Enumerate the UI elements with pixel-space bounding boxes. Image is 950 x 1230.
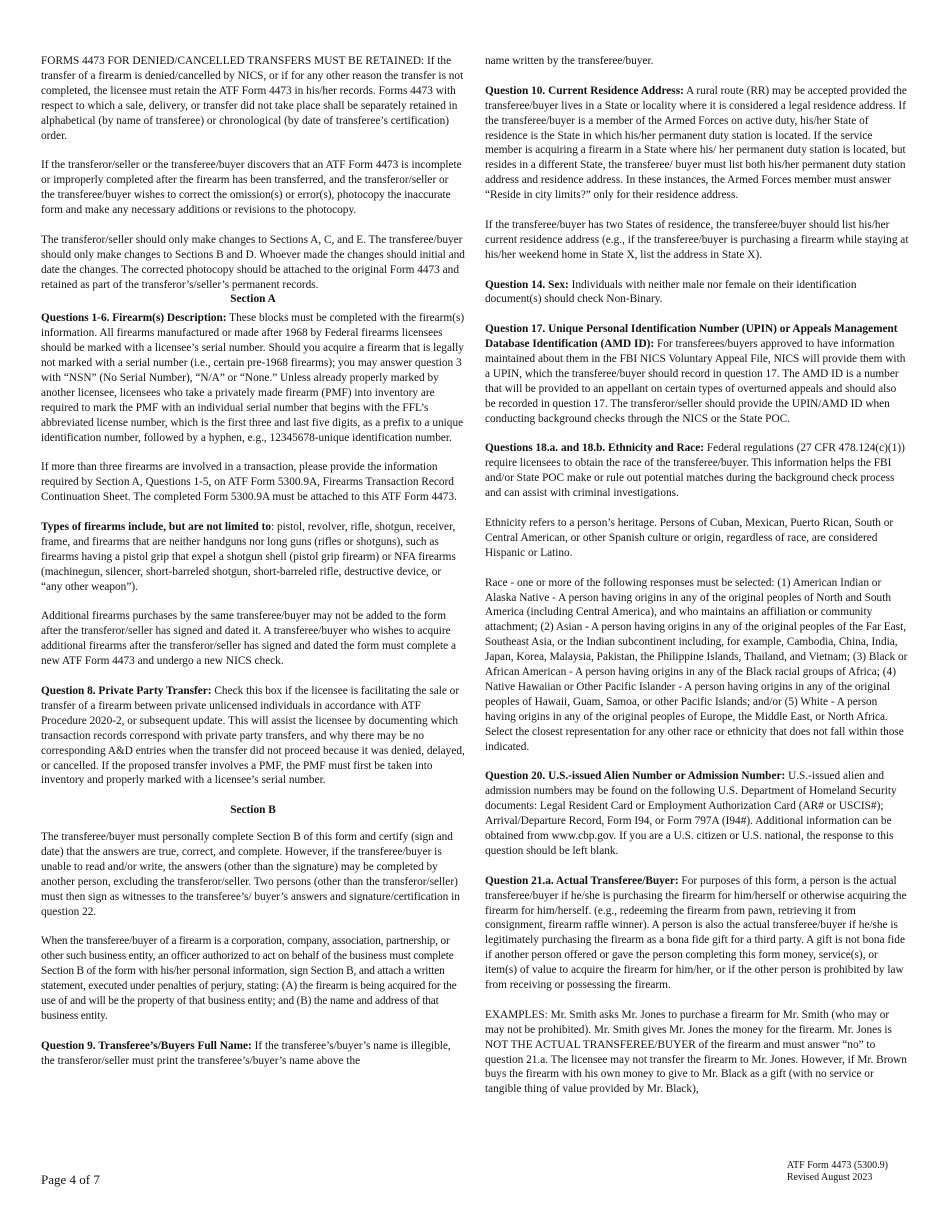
- examples-paragraph: EXAMPLES: Mr. Smith asks Mr. Jones to purchase a firearm for Mr. Smith (who may or may not be prohibited). Mr. Smith gives Mr. Jones the money for the firearm. Mr. Jones is NOT THE ACTUAL TRANSFEREE/BUYER of the firearm and must answer “no” to question 21.a. The licensee may not transfer the firearm to Mr. Jones. However, if Mr. Brown buys the firearm with his own money to give to Mr. Black as a gift (with no service or tangible thing of value provided by Mr. Black),: [485, 1008, 907, 1096]
- q10-text: A rural route (RR) may be accepted provided the transferee/buyer lives in a State or locality where it is considered a legal residence address. If the transferee/buyer is a member of the Armed Forces on active duty, his/her State of residence is the State in which his/her permanent duty station is located. If the service member is acquiring a firearm in a State where his/ her permanent duty station is located, but resides in a different State, the transferee/ buyer must list both his/her permanent duty station address and residence address. In these instances, the Armed Forces member must answer “Reside in city limits?” only for their residence address.: [485, 84, 907, 202]
- q8-heading: Question 8. Private Party Transfer:: [41, 684, 212, 697]
- additional-firearms-paragraph: Additional firearms purchases by the same transferee/buyer may not be added to the form after the transferor/seller has signed and dated it. A transferee/buyer who wishes to acquire additional firearms after the transferor/seller has signed and dated the form must complete a new ATF Form 4473 and undergo a new NICS check.: [41, 610, 457, 668]
- q21-heading: Question 21.a. Actual Transferee/Buyer:: [485, 874, 679, 887]
- q9-heading: Question 9. Transferee’s/Buyers Full Name:: [41, 1039, 252, 1052]
- q17-heading: Question 17. Unique Personal Identification Number (UPIN) or Appeals Management Database Identification (AMD ID):: [485, 323, 898, 351]
- q8-text: Check this box if the licensee is facilitating the sale or transfer of a firearm between private unlicensed individuals in accordance with ATF Procedure 2020-2, or subsequent update. This will assist the licensee by documenting which transaction records correspond with private party transfers, and why there may be no corresponding A&D entries when the transfer did not proceed because it was denied, delayed, or cancelled. If the proposed transfer involves a PMF, the PMF must first be taken into inventory and properly marked with a licensee’s serial number.: [41, 684, 465, 787]
- q9-text: If the transferee’s/buyer’s name is illegible, the transferor/seller must print the transferee’s/buyer’s name above the: [41, 1039, 451, 1067]
- right-column: [485, 54, 909, 1097]
- q8-paragraph: [41, 684, 465, 788]
- form-identifier: [787, 1160, 888, 1184]
- left-column: [41, 54, 465, 1069]
- revision-date: Revised August 2023: [786, 1172, 873, 1183]
- q21-text: For purposes of this form, a person is the actual transferee/buyer if he/she is purchasing the firearm for him/herself or otherwise acquiring the firearm for him/herself. (e.g., redeeming the firearm from pawn, retrieving it from consignment, firearm raffle winner). A person is also the actual transferee/buyer if he/she is legitimately purchasing the firearm as a bona fide gift for a third party. A gift is not bona fide if another person offered or gave the person completing this form money, service(s), or item(s) of value to acquire the firearm for him/her, or if the other person is prohibited by law from receiving or possessing the firearm.: [485, 874, 907, 992]
- q10-paragraph: [485, 84, 909, 203]
- section-a-heading: Section A: [230, 293, 276, 306]
- section-b-paragraph: The transferee/buyer must personally complete Section B of this form and certify (sign and date) that the answers are true, correct, and complete. However, if the transferee/buyer is unable to read and/or write, the answers (other than the signature) may be completed by another person, excluding the transferor/seller. Two persons (other than the transferor/seller) must then sign as witnesses to the transferee’s/ buyer’s answers and signature/certification in question 22.: [41, 831, 460, 918]
- types-heading: Types of firearms include, but are not limited to: [41, 521, 272, 534]
- q9-continuation: name written by the transferee/buyer.: [485, 55, 654, 67]
- types-paragraph: [41, 520, 465, 595]
- q18-heading: Questions 18.a. and 18.b. Ethnicity and Race:: [485, 442, 705, 455]
- q14-heading: Question 14. Sex:: [485, 278, 569, 291]
- correction-paragraph: If the transferor/seller or the transferee/buyer discovers that an ATF Form 4473 is incomplete or improperly completed after the firearm has been transferred, and the transferor/seller or the transferee/buyer wishes to correct the omission(s) or error(s), photocopy the inaccurate form and make any necessary additions or revisions to the photocopy.: [41, 159, 462, 217]
- types-text: : pistol, revolver, rifle, shotgun, receiver, frame, and firearms that are neither handguns nor long guns (rifles or shotguns), such as firearms having a pistol grip that expel a shotgun shell (pistol grip firearm) or NFA firearms (machinegun, silencer, short-barreled shotgun, short-barreled rifle, destructive device, or “any other weapon”).: [41, 521, 456, 593]
- q1-6-paragraph: [41, 311, 465, 445]
- two-states-paragraph: If the transferee/buyer has two States of residence, the transferee/buyer should list his/her current residence address (e.g., if the transferee/buyer is purchasing a firearm while staying at his/her weekend home in State X, list the address in State X).: [485, 218, 909, 261]
- q17-text: For transferees/buyers approved to have information maintained about them in the FBI NICS Voluntary Appeal File, NICS will provide them with a UPIN, which the transferee/buyer should record in question 17. The AMD ID is a number that will be provided to an appellant on certain types of overturned appeals and should also be recorded in question 17. The transferor/seller should provide the UPIN/AMD ID when conducting background checks through the NICS or the State POC.: [485, 338, 906, 425]
- page-number: Page 4 of 7: [41, 1172, 100, 1187]
- q14-paragraph: [485, 278, 909, 308]
- q18-text: Federal regulations (27 CFR 478.124(c)(1)) require licensees to obtain the race of the transferee/buyer. This information helps the FBI and/or State POC make or rule out potential matches during the background check process and can assist with criminal investigations.: [485, 442, 905, 500]
- q21-paragraph: [485, 874, 909, 993]
- q9-paragraph: [41, 1039, 465, 1069]
- form-id: ATF Form 4473 (5300.9): [786, 1160, 888, 1171]
- q1-6-text: These blocks must be completed with the firearm(s) information. All firearms manufactured or made after 1968 by Federal firearms licensees should be marked with a licensee’s serial number. Should you acquire a firearm that is legally not marked with a serial number (i.e., certain pre-1968 firearms); you may answer question 3 with “NSN” (No Serial Number), “N/A” or “None.” Unless already properly marked by another licensee, licensees who take a privately made firearm (PMF) into inventory are required to mark the PMF with an individual serial number that begins with the FFL’s abbreviated license number, which is the first three and last five digits, as a prefix to a unique identification number, followed by a hyphen, e.g., 12345678-unique identification number.: [41, 312, 465, 444]
- race-paragraph: Race - one or more of the following responses must be selected: (1) American Indian or Alaska Native - A person having origins in any of the original peoples of North and South America (including Central America), and who maintains an affiliation or community attachment; (2) Asian - A person having origins in any of the original peoples of the Far East, Southeast Asia, or the Indian subcontinent including, for example, Cambodia, China, India, Japan, Korea, Malaysia, Pakistan, the Philippine Islands, Thailand, and Vietnam; (3) Black or African American - A person having origins in any of the Black racial groups of Africa; (4) Native Hawaiian or Other Pacific Islander - A person having origins in any of the original peoples of Hawaii, Guam, Samoa, or other Pacific Islands; and/or (5) White - A person having origins in any of the original peoples of Europe, the Middle East, or North Africa. Select the closest representation for any other race or ethnicity that does not fall within those indicated.: [485, 576, 908, 753]
- q18-paragraph: [485, 441, 909, 501]
- ethnicity-paragraph: Ethnicity refers to a person’s heritage. Persons of Cuban, Mexican, Puerto Rican, South or Central American, or other Spanish culture or origin, regardless of race, are considered Hispanic or Latino.: [485, 517, 894, 559]
- continuation-sheet-paragraph: If more than three firearms are involved in a transaction, please provide the information required by Section A, Questions 1-5, on ATF Form 5300.9A, Firearms Transaction Record Continuation Sheet. The completed Form 5300.9A must be attached to this ATF Form 4473.: [41, 461, 457, 504]
- q1-6-heading: Questions 1-6. Firearm(s) Description:: [41, 312, 227, 325]
- q17-paragraph: [485, 322, 909, 426]
- q20-text: U.S.-issued alien and admission numbers may be found on the following U.S. Department of Homeland Security documents: Legal Resident Card or Employment Authorization Card (AR# or USCIS#); Arrival/Departure Record, Form I94, or Form 797A (I94#). Additional information can be obtained from www.cbp.gov. If you are a U.S. citizen or U.S. national, the response to this question should be left blank.: [485, 770, 897, 857]
- business-entity-paragraph: When the transferee/buyer of a firearm is a corporation, company, association, partnership, or other such business entity, an officer authorized to act on behalf of the business must complete Section B of the form with his/her personal information, sign Section B, and attach a written statement, executed under penalties of perjury, stating: (A) the firearm is being acquired for the use of and will be the property of that business entity; and (B) the name and address of that business entity.: [41, 935, 457, 1022]
- retention-paragraph: FORMS 4473 FOR DENIED/CANCELLED TRANSFERS MUST BE RETAINED: If the transfer of a firearm is denied/cancelled by NICS, or if for any other reason the transfer is not completed, the licensee must retain the ATF Form 4473 in his/her records. Forms 4473 with respect to which a sale, delivery, or transfer did not take place shall be separately retained in alphabetical (by name of transferee) or chronological (by date of transferee’s certification) order.: [41, 55, 464, 142]
- q20-paragraph: [485, 769, 909, 858]
- q10-heading: Question 10. Current Residence Address:: [485, 84, 684, 97]
- section-b-heading: Section B: [230, 804, 276, 817]
- changes-paragraph: The transferor/seller should only make changes to Sections A, C, and E. The transferee/buyer should only make changes to Sections B and D. Whoever made the changes should initial and date the changes. The corrected photocopy should be attached to the original Form 4473 and retained as part of the transferor’s/seller’s permanent records.: [41, 233, 465, 291]
- q14-text: Individuals with neither male nor female on their identification document(s) should check Non-Binary.: [485, 278, 857, 306]
- q20-heading: Question 20. U.S.-issued Alien Number or Admission Number:: [485, 770, 786, 783]
